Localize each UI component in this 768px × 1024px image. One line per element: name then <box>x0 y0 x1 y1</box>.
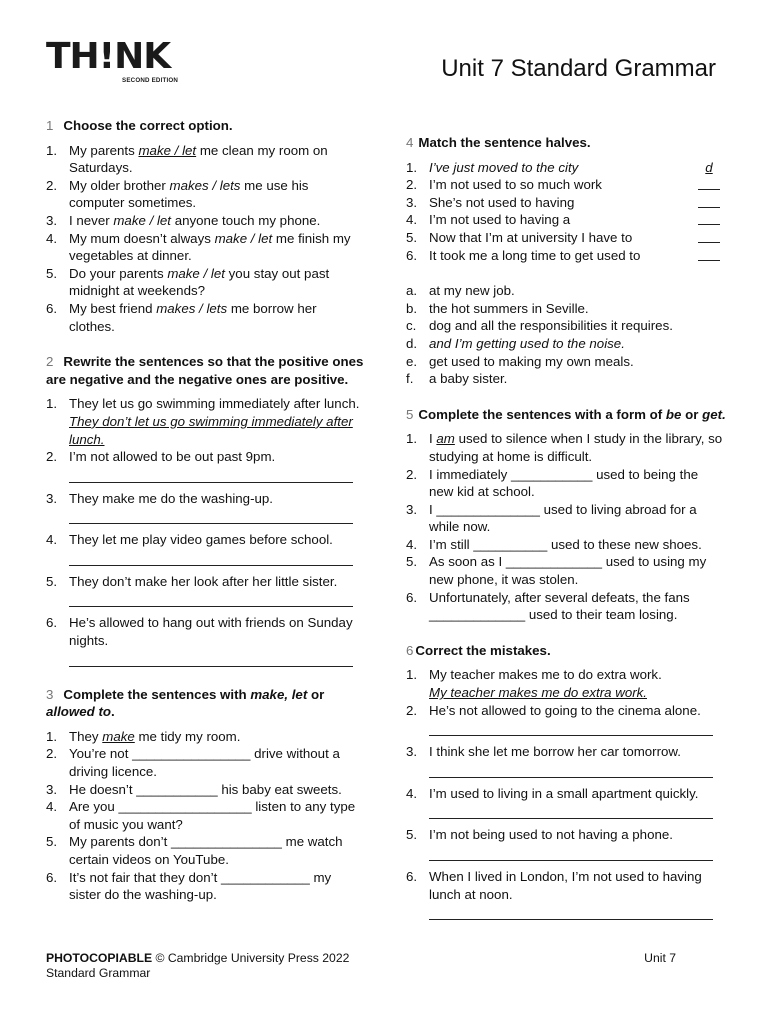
list-item: 5. I’m not being used to not having a phone. <box>406 826 726 861</box>
section-3-heading: 3 Complete the sentences with make, let or allowed to. <box>46 686 325 720</box>
match-answer: d <box>705 159 713 175</box>
list-item: f. a baby sister. <box>406 371 508 387</box>
section-title: Rewrite the sentences so that the positive ones are negative and the negative ones are positive. <box>46 354 364 387</box>
list-item: 1. My teacher makes me to do extra work. My teacher makes me do extra work. <box>406 666 726 701</box>
list-item: 1. They let us go swimming immediately after lunch. They don’t let us go swimming immediately after lunch. <box>46 395 364 448</box>
answer-line[interactable] <box>429 910 713 920</box>
list-item: 2. You’re not ________________ drive without a driving licence. <box>46 746 340 780</box>
left-column <box>46 117 364 904</box>
blank-field[interactable]: __________________ <box>118 799 252 815</box>
section-title: Match the sentence halves. <box>418 135 591 150</box>
list-item: 5. They don’t make her look after her little sister. <box>46 573 364 608</box>
list-item: 1. I am used to silence when I study in the library, so studying at home is difficult. <box>406 431 723 464</box>
list-item: 6. Unfortunately, after several defeats, the fans _____________ used to their team losing. <box>406 589 690 623</box>
list-item: e. get used to making my own meals. <box>406 353 634 369</box>
example-answer: am <box>436 431 455 447</box>
section-title: Correct the mistakes. <box>415 642 551 658</box>
think-logo <box>46 36 179 84</box>
answer-line[interactable] <box>69 473 353 483</box>
section-number: 2 <box>46 354 54 370</box>
section-number: 3 <box>46 686 54 702</box>
list-item: 4. They let me play video games before school. <box>46 531 364 566</box>
blank-field[interactable]: _____________ <box>505 554 603 570</box>
section-number: 5 <box>406 406 414 422</box>
page-title: Unit 7 Standard Grammar <box>441 55 716 82</box>
footer-unit: Unit 7 <box>644 951 676 965</box>
list-item: 6. It’s not fair that they don’t ____________ my sister do the washing-up. <box>46 869 332 903</box>
blank-field[interactable]: ________________ <box>132 746 251 762</box>
section-5-heading: 5 Complete the sentences with a form of be or get. <box>406 406 726 422</box>
option-choice[interactable]: make / let <box>138 142 197 158</box>
section-number: 6 <box>406 642 414 658</box>
blank-field[interactable]: ______________ <box>436 501 540 517</box>
answer-line[interactable] <box>69 556 353 566</box>
answer-line[interactable] <box>69 657 353 667</box>
section-number: 1 <box>46 118 54 133</box>
example-answer: They don’t let us go swimming immediately after lunch. <box>69 413 353 447</box>
list-item: 1. They make me tidy my room. <box>46 728 241 744</box>
list-item: 2. My older brother makes / lets me use his computer sometimes. <box>46 177 309 211</box>
list-item: 1. I’ve just moved to the city d <box>406 159 726 177</box>
example-answer: make <box>102 728 135 744</box>
section-5-list <box>406 430 726 624</box>
section-title: Choose the correct option. <box>63 118 233 133</box>
blank-field[interactable]: ____________ <box>221 869 310 885</box>
match-blank[interactable] <box>698 194 720 208</box>
section-6-list <box>406 666 726 920</box>
footer-copyright: PHOTOCOPIABLE © Cambridge University Press 2022 Standard Grammar <box>46 951 350 980</box>
list-item: 3. I think she let me borrow her car tomorrow. <box>406 743 726 778</box>
match-blank[interactable] <box>698 247 720 261</box>
list-item: 4. I’m still __________ used to these new shoes. <box>406 536 702 552</box>
list-item: 6. My best friend makes / lets me borrow her clothes. <box>46 300 317 334</box>
option-choice[interactable]: makes / lets <box>169 177 241 193</box>
list-item: b. the hot summers in Seville. <box>406 300 589 316</box>
list-item: 5. As soon as I _____________ used to using my new phone, it was stolen. <box>406 554 707 588</box>
list-item: 5. Now that I’m at university I have to <box>406 229 726 247</box>
list-item: a. at my new job. <box>406 283 515 299</box>
section-2-list <box>46 395 364 666</box>
option-choice[interactable]: make / let <box>113 212 172 228</box>
blank-field[interactable]: __________ <box>473 536 548 552</box>
list-item: d. and I’m getting used to the noise. <box>406 335 625 351</box>
match-blank[interactable] <box>698 211 720 225</box>
answer-line[interactable] <box>429 768 713 778</box>
match-blank[interactable] <box>698 176 720 190</box>
logo-wordmark: TH!NK <box>46 36 171 77</box>
list-item: 5. My parents don’t _______________ me watch certain videos on YouTube. <box>46 834 343 867</box>
list-item: 4. I’m used to living in a small apartment quickly. <box>406 785 726 820</box>
list-item: 2. I immediately ___________ used to being the new kid at school. <box>406 466 699 500</box>
list-item: 3. I ______________ used to living abroad for a while now. <box>406 501 697 535</box>
list-item: 2. He’s not allowed to going to the cinema alone. <box>406 702 726 737</box>
list-item: 6. When I lived in London, I’m not used to having lunch at noon. <box>406 868 726 920</box>
list-item: 2. I’m not used to so much work <box>406 176 726 194</box>
option-choice[interactable]: make / let <box>167 265 225 281</box>
photocopiable-label: PHOTOCOPIABLE <box>46 951 153 965</box>
list-item: 1. My parents make / let me clean my room on Saturdays. <box>46 142 328 176</box>
list-item: 4. I’m not used to having a <box>406 211 726 229</box>
blank-field[interactable]: _______________ <box>171 834 282 850</box>
list-item: 3. He doesn’t ___________ his baby eat sweets. <box>46 781 342 797</box>
section-4-heading <box>406 134 726 152</box>
list-item: 4. My mum doesn’t always make / let me finish my vegetables at dinner. <box>46 230 351 264</box>
section-3-list <box>46 728 364 904</box>
section-1-list <box>46 142 364 336</box>
list-item: 5. Do your parents make / let you stay out past midnight at weekends? <box>46 265 330 299</box>
page-footer <box>46 951 676 981</box>
match-blank[interactable] <box>698 229 720 243</box>
right-column <box>406 134 726 927</box>
list-item: 3. She’s not used to having <box>406 194 726 212</box>
option-choice[interactable]: makes / lets <box>156 300 228 316</box>
footer-subtitle: Standard Grammar <box>46 966 151 980</box>
list-item: 6. He’s allowed to hang out with friends on Sunday nights. <box>46 614 364 666</box>
section-number: 4 <box>406 135 414 150</box>
blank-field[interactable]: _____________ <box>429 607 526 623</box>
example-answer: My teacher makes me do extra work. <box>429 685 647 701</box>
list-item: 3. I never make / let anyone touch my phone. <box>46 212 321 228</box>
blank-field[interactable]: ___________ <box>511 466 593 482</box>
section-1-heading <box>46 117 364 135</box>
answer-line[interactable] <box>429 851 713 861</box>
list-item: 2. I’m not allowed to be out past 9pm. <box>46 448 364 483</box>
option-choice[interactable]: make / let <box>214 230 273 246</box>
answer-line[interactable] <box>429 726 713 736</box>
blank-field[interactable]: ___________ <box>136 781 218 797</box>
list-item: 4. Are you __________________ listen to any type of music you want? <box>46 799 356 832</box>
section-6-heading <box>406 642 726 660</box>
section-2-heading <box>46 353 364 388</box>
answer-line[interactable] <box>69 597 353 607</box>
list-item: 6. It took me a long time to get used to <box>406 247 726 265</box>
section-4-list <box>406 159 726 265</box>
list-item: c. dog and all the responsibilities it requires. <box>406 318 673 334</box>
list-item: 3. They make me do the washing-up. <box>46 490 364 525</box>
answer-line[interactable] <box>429 809 713 819</box>
answer-line[interactable] <box>69 514 353 524</box>
section-4-options <box>406 282 726 388</box>
logo-edition: SECOND EDITION <box>122 77 179 84</box>
